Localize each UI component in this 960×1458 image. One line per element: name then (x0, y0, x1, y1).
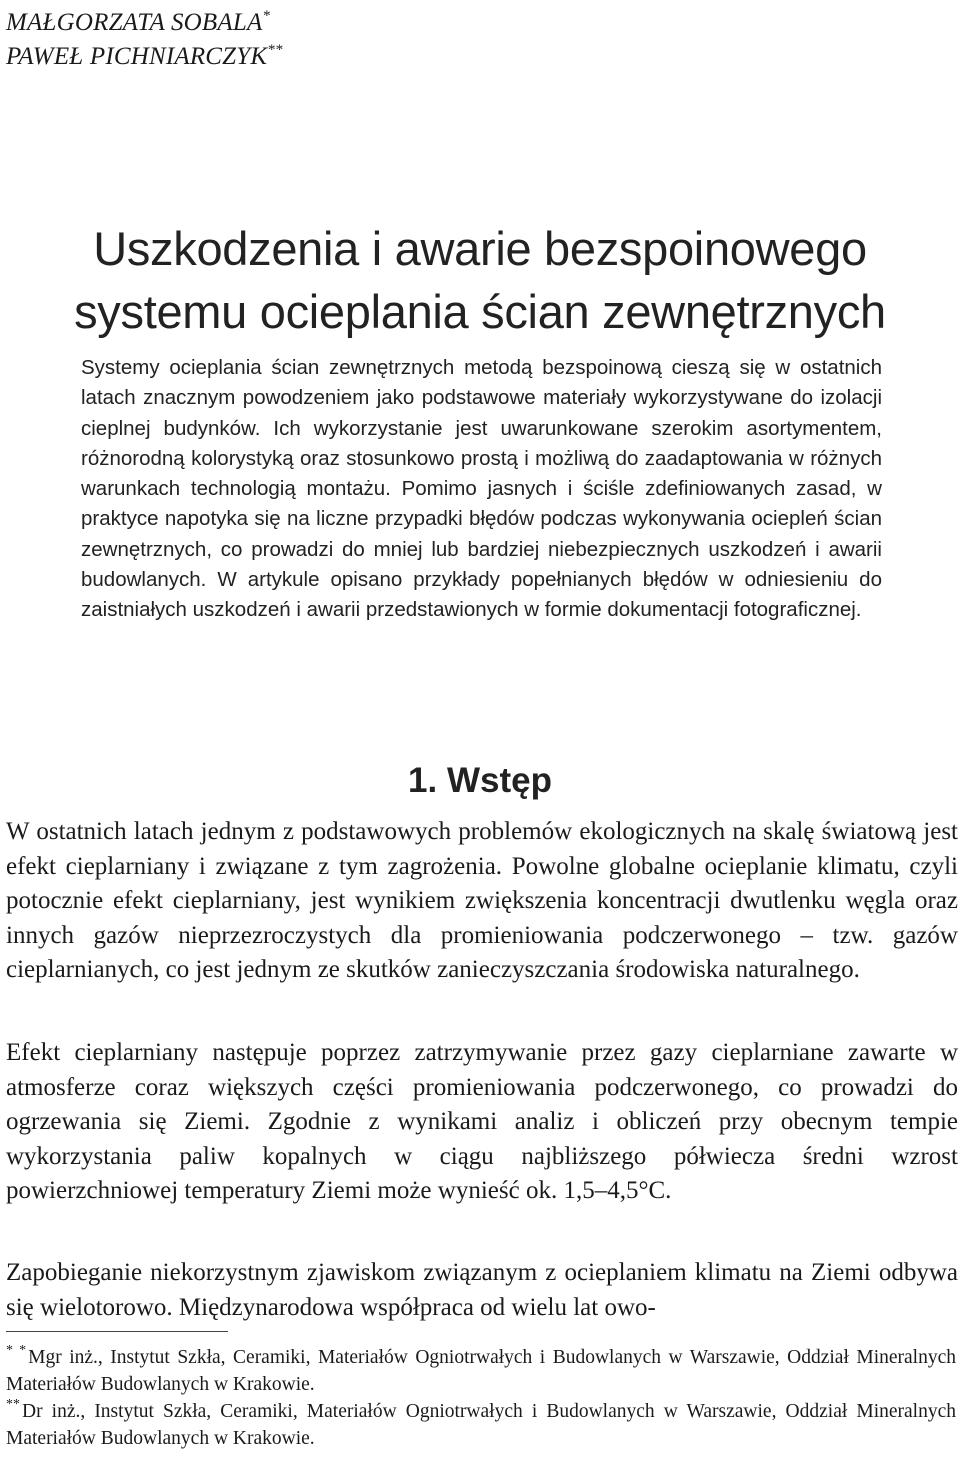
author (6, 6, 283, 40)
footnote-mark: ** (6, 1397, 20, 1412)
body-paragraph: Zapobieganie niekorzystnym zjawiskom związanym z ocieplaniem klimatu na Ziemi odbywa się wielotorowo. Międzynarodowa współpraca od wielu lat owo- (6, 1259, 958, 1321)
footnote-text: Dr inż., Instytut Szkła, Ceramiki, Materiałów Ogniotrwałych i Budowlanych w Warszawie, Oddział Mineralnych Materiałów Budowlanych w Krakowie. (6, 1401, 956, 1449)
article-title (0, 217, 960, 343)
title-line: Uszkodzenia i awarie bezspoinowego (93, 222, 867, 275)
author (6, 40, 283, 74)
author-name: MAŁGORZATA SOBALA (6, 9, 263, 36)
affiliation-mark: * (262, 8, 271, 24)
section-heading: 1. Wstęp (408, 761, 552, 800)
footnote (6, 1344, 956, 1398)
footnote-text: Mgr inż., Instytut Szkła, Ceramiki, Materiałów Ogniotrwałych i Budowlanych w Warszawie, Oddział Mineralnych Materiałów Budowlanych w Krakowie. (6, 1347, 957, 1395)
body-paragraph: Efekt cieplarniany następuje poprzez zatrzymywanie przez gazy cieplarniane zawarte w atmosferze coraz większych części promieniowania podczerwonego, co prowadzi do ogrzewania się Ziemi. Zgodnie z wynikami analiz i obliczeń przy obecnym tempie wykorzystania paliw kopalnych w ciągu najbliższego półwiecza średni wzrost powierzchniowej temperatury Ziemi może wynieść ok. 1,5–4,5°C. (6, 1039, 958, 1204)
author-list (6, 6, 283, 74)
footnote-mark: * * (6, 1343, 27, 1358)
affiliation-mark: ** (267, 42, 283, 58)
author-name: PAWEŁ PICHNIARCZYK (6, 43, 268, 70)
body-paragraph: W ostatnich latach jednym z podstawowych problemów ekologicznych na skalę światową jest efekt cieplarniany i związane z tym zagrożenia. Powolne globalne ocieplanie klimatu, czyli potocznie efekt cieplarniany, jest wynikiem zwiększenia koncentracji dwutlenku węgla oraz innych gazów nieprzezroczystych dla promieniowania podczerwonego – tzw. gazów cieplarnianych, co jest jednym ze skutków zanieczyszczania środowiska naturalnego. (6, 818, 958, 983)
title-line: systemu ocieplania ścian zewnętrznych (74, 285, 886, 338)
footnote (6, 1398, 956, 1452)
abstract: Systemy ocieplania ścian zewnętrznych metodą bezspoinową cieszą się w ostatnich latach znacznym powodzeniem jako podstawowe materiały wykorzystywane do izolacji cieplnej budynków. Ich wykorzystanie jest uwarunkowane szerokim asortymentem, różnorodną kolorystyką oraz stosunkowo prostą i możliwą do zaadaptowania w różnych warunkach technologią montażu. Pomimo jasnych i ściśle zdefiniowanych zasad, w praktyce napotyka się na liczne przypadki błędów podczas wykonywania ociepleń ścian zewnętrznych, co prowadzi do mniej lub bardziej niebezpiecznych uszkodzeń i awarii budowlanych. W artykule opisano przykłady popełnianych błędów w odniesieniu do zaistniałych uszkodzeń i awarii przedstawionych w formie dokumentacji fotograficznej. (81, 356, 882, 622)
footnote-divider (6, 1331, 228, 1332)
